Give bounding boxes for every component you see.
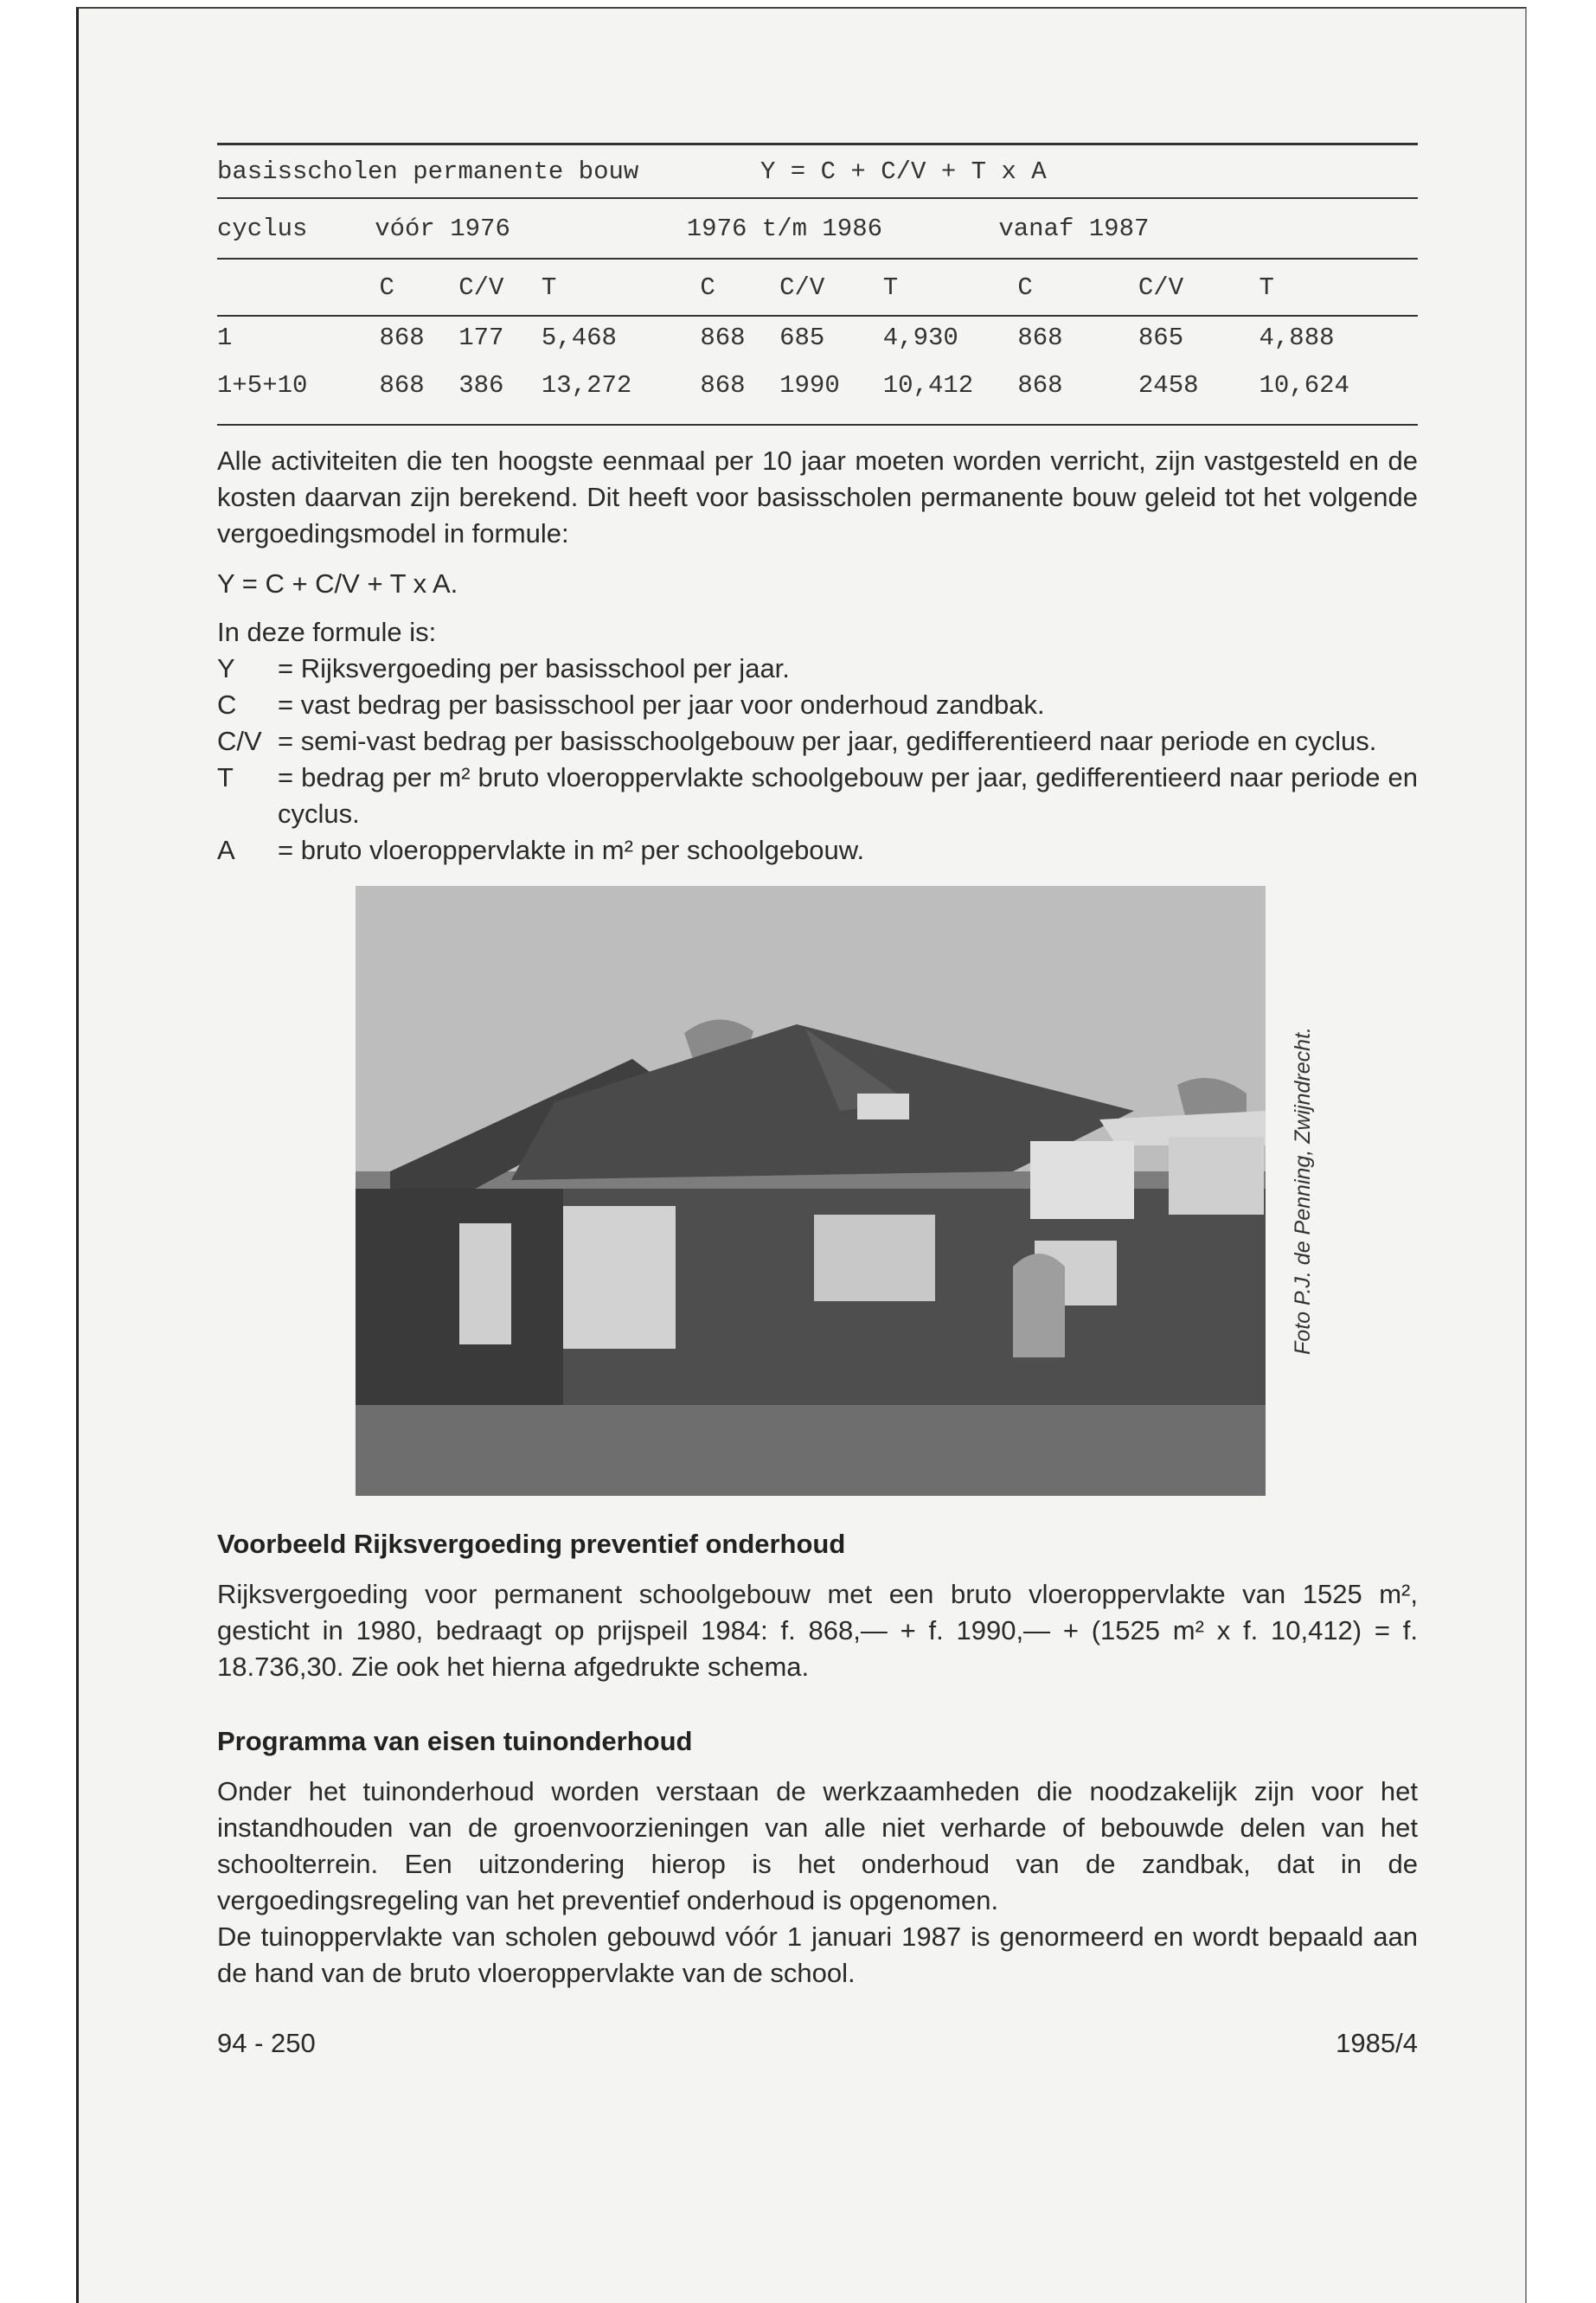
photo-credit: [1277, 886, 1329, 1496]
definition-item: [217, 760, 1418, 832]
program-paragraph: Onder het tuinonderhoud worden verstaan de werkzaamheden die noodzakelijk zijn voor het instandhouden van de groenvoorzieningen van alle niet verharde of bebouwde delen van het schoolterrein. Een uitzondering hierop is het onderhoud van de zandbak, dat in de vergoedingsregeling van het preventief onderhoud is opgenomen.: [217, 1776, 1418, 1915]
column-header: C: [700, 273, 715, 302]
table-subheader-row: [217, 260, 1418, 317]
definition-symbol: C/V: [217, 726, 262, 756]
cycle-header: cyclus: [217, 214, 308, 243]
example-heading: Voorbeeld Rijksvergoeding preventief onderhoud: [217, 1529, 846, 1559]
column-header: C: [1017, 273, 1033, 302]
column-header: T: [1259, 273, 1274, 302]
value-cell: 868: [700, 323, 746, 352]
value-cell: 2458: [1138, 370, 1199, 400]
definition-symbol: T: [217, 762, 234, 792]
period-header: 1976 t/m 1986: [686, 214, 883, 243]
intro-paragraph: Alle activiteiten die ten hoogste eenmaal per 10 jaar moeten worden verricht, zijn vastgesteld en de kosten daarvan zijn berekend. Dit heeft voor basisscholen permanente bouw geleid tot het volgende vergoedingsmodel in formule:: [217, 446, 1418, 548]
column-header: T: [541, 273, 557, 302]
school-building-photo: [356, 886, 1266, 1496]
document-page: [76, 7, 1527, 2303]
period-header: vanaf 1987: [998, 214, 1150, 243]
photo-credit-text: Foto P.J. de Penning, Zwijndrecht.: [1290, 1027, 1315, 1355]
table-title-row: [217, 143, 1418, 199]
definitions-list: [217, 651, 1418, 869]
definition-item: [217, 687, 1418, 723]
program-heading: Programma van eisen tuinonderhoud: [217, 1726, 693, 1756]
value-cell: 868: [1017, 323, 1063, 352]
table-formula: Y = C + C/V + T x A: [760, 157, 1047, 186]
table-row: [217, 358, 1418, 426]
edition-label: 1985/4: [1336, 2028, 1418, 2058]
cycle-cell: 1+5+10: [217, 370, 308, 400]
definition-text: = bruto vloeroppervlakte in m² per schoolgebouw.: [278, 835, 865, 865]
table-title: basisscholen permanente bouw: [217, 157, 639, 186]
value-cell: 868: [700, 370, 746, 400]
photo-block: [217, 886, 1418, 1517]
value-cell: 10,412: [882, 370, 974, 400]
column-header: T: [882, 273, 899, 302]
value-cell: 868: [379, 323, 425, 352]
value-cell: 5,468: [541, 323, 617, 352]
value-cell: 4,888: [1259, 323, 1335, 352]
value-cell: 1990: [779, 370, 840, 400]
definition-item: [217, 723, 1418, 760]
definition-symbol: Y: [217, 653, 235, 683]
value-cell: 386: [458, 370, 504, 400]
period-header: vóór 1976: [375, 214, 510, 243]
column-header: C/V: [458, 273, 504, 302]
cycle-cell: 1: [217, 323, 233, 352]
value-cell: 685: [779, 323, 825, 352]
program-paragraph: De tuinoppervlakte van scholen gebouwd vóór 1 januari 1987 is genormeerd en wordt bepaald aan de hand van de bruto vloeroppervlakte van de school.: [217, 1921, 1418, 1988]
page-content: [217, 143, 1418, 2059]
column-header: C: [379, 273, 394, 302]
column-header: C/V: [779, 273, 825, 302]
definition-text: = vast bedrag per basisschool per jaar voor onderhoud zandbak.: [278, 690, 1045, 720]
definition-item: [217, 832, 1418, 869]
table-period-row: [217, 199, 1418, 260]
definition-symbol: C: [217, 690, 237, 720]
page-footer: [217, 2028, 1418, 2059]
column-header: C/V: [1138, 273, 1184, 302]
page-number: 94 - 250: [217, 2028, 316, 2058]
value-cell: 4,930: [882, 323, 958, 352]
value-cell: 868: [1017, 370, 1063, 400]
definitions-intro: In deze formule is:: [217, 617, 437, 647]
value-cell: 868: [379, 370, 425, 400]
example-paragraph: Rijksvergoeding voor permanent schoolgebouw met een bruto vloeroppervlakte van 1525 m², gesticht in 1980, bedraagt op prijspeil 1984: f. 868,— + f. 1990,— + (1525 m² x f. 10,412) = f. 18.736,30. Zie ook het hierna afgedrukte schema.: [217, 1579, 1418, 1682]
value-cell: 13,272: [541, 370, 632, 400]
definition-text: = Rijksvergoeding per basisschool per jaar.: [278, 653, 790, 683]
value-cell: 177: [458, 323, 504, 352]
definition-text: = bedrag per m² bruto vloeroppervlakte schoolgebouw per jaar, gedifferentieerd naar periode en cyclus.: [278, 762, 1418, 829]
definition-text: = semi-vast bedrag per basisschoolgebouw per jaar, gedifferentieerd naar periode en cyclus.: [278, 726, 1377, 756]
value-cell: 865: [1138, 323, 1184, 352]
table-row: [217, 317, 1418, 358]
value-cell: 10,624: [1259, 370, 1349, 400]
compensation-table: [217, 143, 1418, 426]
definition-item: [217, 651, 1418, 687]
formula-line: Y = C + C/V + T x A.: [217, 568, 458, 599]
definition-symbol: A: [217, 835, 235, 865]
